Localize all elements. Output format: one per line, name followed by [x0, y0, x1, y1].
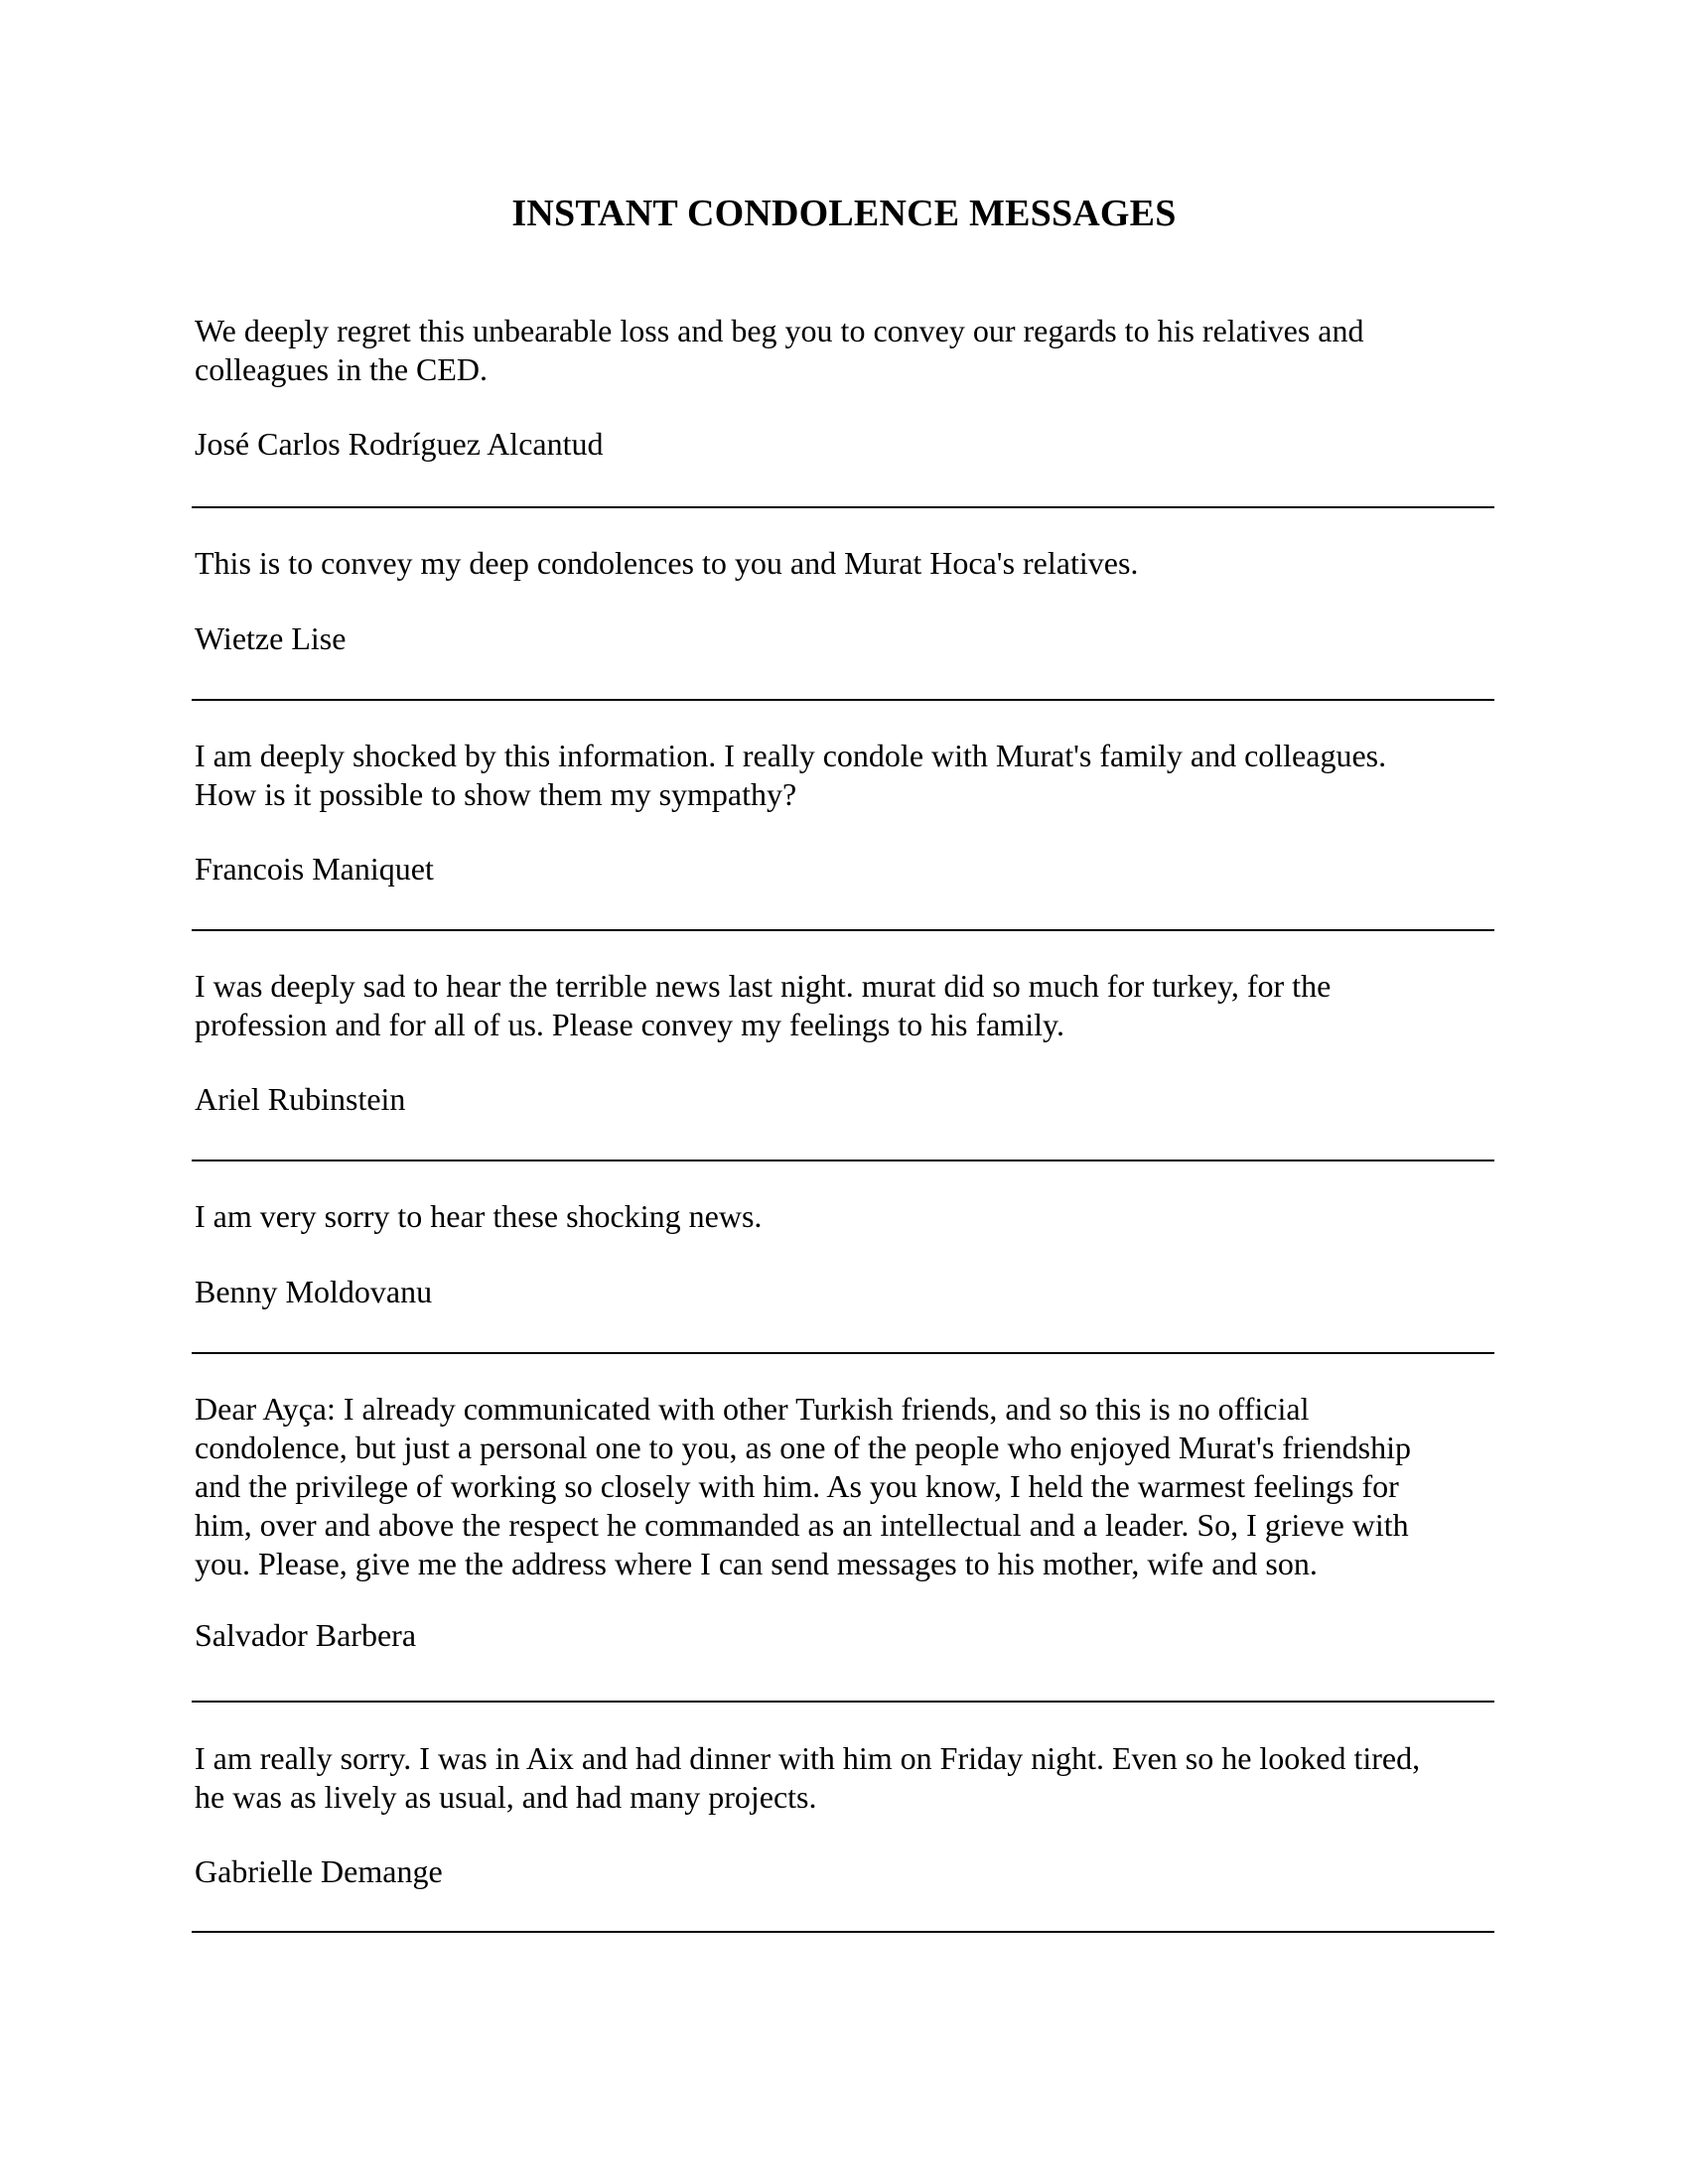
condolence-author: Gabrielle Demange — [195, 1853, 443, 1889]
entry-divider — [192, 699, 1494, 701]
condolence-entry — [195, 967, 1495, 1117]
condolence-message: I was deeply sad to hear the terrible news last night. murat did so much for turkey, for the profession and for all of us. Please convey my feelings to his family. — [195, 968, 1332, 1042]
entry-divider — [192, 1352, 1494, 1354]
condolence-author: Salvador Barbera — [195, 1617, 417, 1653]
condolence-message: I am really sorry. I was in Aix and had dinner with him on Friday night. Even so he looked tired, he was as lively as usual, and had many projects. — [195, 1740, 1421, 1815]
entry-divider — [192, 506, 1494, 508]
condolence-entry — [195, 737, 1495, 887]
condolence-message: I am deeply shocked by this information. I really condole with Murat's family and colleagues. How is it possible to show them my sympathy? — [195, 738, 1387, 812]
entry-divider — [192, 1931, 1494, 1933]
condolence-message: We deeply regret this unbearable loss and beg you to convey our regards to his relatives and colleagues in the CED. — [195, 313, 1364, 387]
condolence-message: I am very sorry to hear these shocking news. — [195, 1198, 763, 1234]
condolence-entry — [195, 1390, 1495, 1653]
entry-divider — [192, 1160, 1494, 1161]
condolence-entry — [195, 544, 1495, 656]
condolence-author: Benny Moldovanu — [195, 1274, 433, 1309]
condolence-author: Francois Maniquet — [195, 851, 434, 887]
condolence-entry — [195, 312, 1495, 462]
entry-divider — [192, 1701, 1494, 1703]
condolence-entry — [195, 1197, 1495, 1309]
condolence-message: Dear Ayça: I already communicated with other Turkish friends, and so this is no official condolence, but just a personal one to you, as one of the people who enjoyed Murat's friendship and the privilege of working so closely with him. As you know, I held the warmest feelings for him, over and above the respect he commanded as an intellectual and a leader. So, I grieve with you. Please, give me the address where I can send messages to his mother, wife and son. — [195, 1391, 1412, 1581]
entry-divider — [192, 929, 1494, 931]
page-title: INSTANT CONDOLENCE MESSAGES — [511, 193, 1177, 234]
condolence-entry — [195, 1739, 1495, 1889]
condolence-author: Wietze Lise — [195, 620, 347, 656]
condolence-message: This is to convey my deep condolences to you and Murat Hoca's relatives. — [195, 545, 1139, 581]
condolence-author: José Carlos Rodríguez Alcantud — [195, 426, 604, 462]
condolence-author: Ariel Rubinstein — [195, 1081, 406, 1117]
